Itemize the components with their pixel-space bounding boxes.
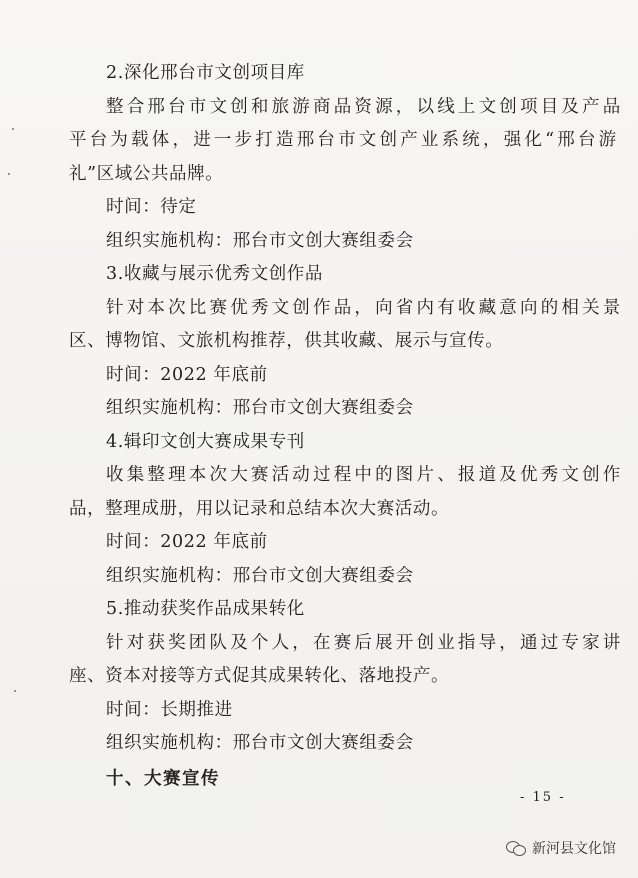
watermark xyxy=(506,838,616,858)
text-line: 3.收藏与展示优秀文创作品 xyxy=(106,264,323,284)
text-line: 时间：2022 年底前 xyxy=(106,364,268,385)
text-line: 2.深化邢台市文创项目库 xyxy=(106,63,305,83)
text-line: 时间：2022 年底前 xyxy=(106,532,268,552)
text-line: 时间：待定 xyxy=(106,197,197,217)
text-line: 针对本次比赛优秀文创作品，向省内有收藏意向的相关景 xyxy=(106,297,624,318)
text-line: 组织实施机构：邢台市文创大赛组委会 xyxy=(106,733,414,753)
text-line: 收集整理本次大赛活动过程中的图片、报道及优秀文创作 xyxy=(106,465,624,485)
text-line: 组织实施机构：邢台市文创大赛组委会 xyxy=(106,565,414,586)
text-line: 品，整理成册，用以记录和总结本次大赛活动。 xyxy=(69,498,450,519)
scan-speck xyxy=(8,173,10,175)
text-line: 4.辑印文创大赛成果专刊 xyxy=(106,431,305,452)
scan-speck xyxy=(12,128,14,130)
text-line: 时间：长期推进 xyxy=(106,699,233,720)
page-number: - 15 - xyxy=(520,790,566,805)
watermark-text: 新河县文化馆 xyxy=(532,841,616,857)
text-line: 组织实施机构：邢台市文创大赛组委会 xyxy=(106,230,414,251)
text-line: 整合邢台市文创和旅游商品资源，以线上文创项目及产品 xyxy=(106,96,624,117)
text-line: 组织实施机构：邢台市文创大赛组委会 xyxy=(106,398,414,418)
wechat-icon xyxy=(506,840,526,856)
text-line: 5.推动获奖作品成果转化 xyxy=(106,599,305,619)
text-line: 礼”区域公共品牌。 xyxy=(69,163,224,184)
text-line: 平台为载体，进一步打造邢台市文创产业系统，强化“邢台游 xyxy=(69,130,620,150)
scan-speck xyxy=(14,690,16,692)
text-line: 座、资本对接等方式促其成果转化、落地投产。 xyxy=(69,666,450,686)
text-line: 区、博物馆、文旅机构推荐，供其收藏、展示与宣传。 xyxy=(69,331,504,351)
section-heading: 十、大赛宣传 xyxy=(106,768,220,789)
text-line: 针对获奖团队及个人，在赛后展开创业指导，通过专家讲 xyxy=(106,632,624,653)
